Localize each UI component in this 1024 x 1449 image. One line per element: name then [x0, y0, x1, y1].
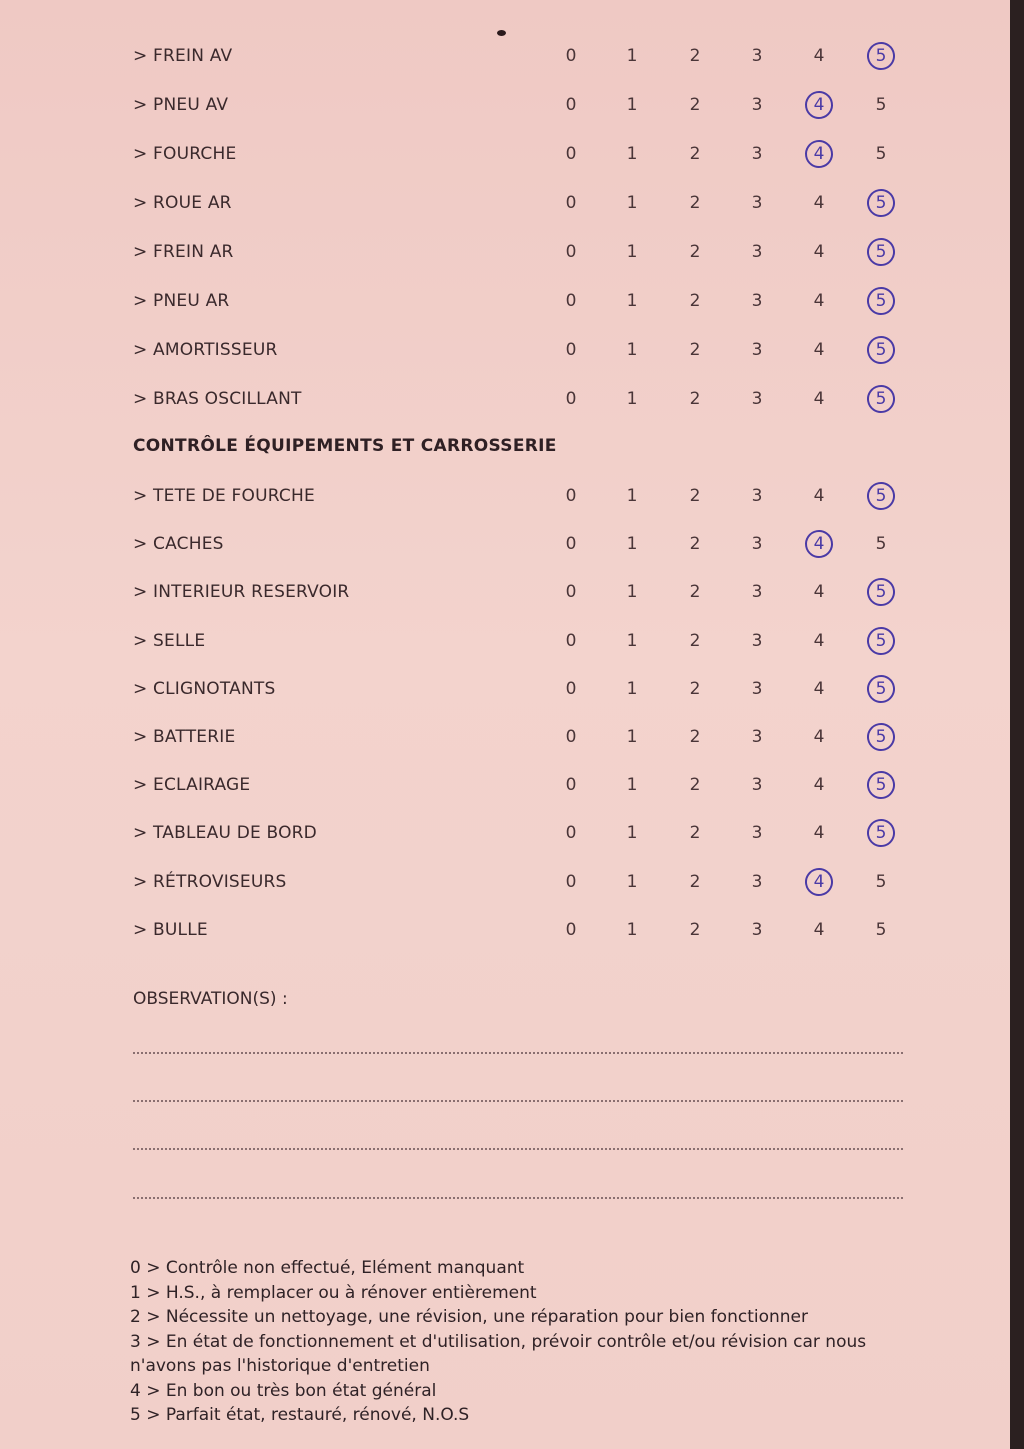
score-option-0[interactable]: 0 — [565, 340, 577, 360]
ink-speck — [497, 30, 506, 36]
score-option-4[interactable]: 4 — [804, 534, 834, 554]
score-option-1[interactable]: 1 — [626, 486, 638, 506]
score-option-5[interactable]: 5 — [866, 631, 896, 651]
observation-line[interactable] — [133, 1052, 903, 1054]
legend-item: 4 > En bon ou très bon état général — [130, 1380, 437, 1401]
score-option-5[interactable]: 5 — [875, 919, 887, 940]
score-option-3[interactable]: 3 — [751, 340, 763, 360]
observation-line[interactable] — [133, 1100, 903, 1102]
inspection-row — [0, 627, 1010, 657]
score-option-0[interactable]: 0 — [565, 46, 577, 66]
score-option-2[interactable]: 2 — [689, 630, 701, 651]
score-option-0[interactable]: 0 — [565, 486, 577, 506]
score-option-1[interactable]: 1 — [626, 144, 638, 164]
legend-item: 2 > Nécessite un nettoyage, une révision, une réparation pour bien fonctionner — [130, 1307, 808, 1327]
score-option-0[interactable]: 0 — [565, 389, 577, 409]
score-option-3[interactable]: 3 — [751, 630, 763, 651]
score-option-3[interactable]: 3 — [751, 242, 763, 262]
inspection-row — [0, 868, 1010, 898]
score-option-4[interactable]: 4 — [813, 630, 825, 651]
item-label: > BULLE — [133, 919, 208, 940]
score-option-2[interactable]: 2 — [689, 582, 701, 603]
score-option-3[interactable]: 3 — [751, 678, 763, 699]
score-option-5[interactable]: 5 — [875, 144, 887, 164]
score-option-0[interactable]: 0 — [565, 871, 577, 892]
score-option-1[interactable]: 1 — [626, 95, 638, 115]
score-option-4[interactable]: 4 — [804, 144, 834, 164]
score-option-3[interactable]: 3 — [751, 919, 763, 940]
item-label: > ECLAIRAGE — [133, 775, 251, 796]
score-option-2[interactable]: 2 — [689, 678, 701, 699]
score-option-4[interactable]: 4 — [813, 678, 825, 699]
score-option-0[interactable]: 0 — [565, 678, 577, 699]
score-option-3[interactable]: 3 — [751, 291, 763, 311]
score-option-4[interactable]: 4 — [813, 919, 825, 940]
score-option-5[interactable]: 5 — [866, 340, 896, 360]
score-option-3[interactable]: 3 — [751, 144, 763, 164]
score-option-0[interactable]: 0 — [565, 823, 577, 844]
score-option-1[interactable]: 1 — [626, 919, 638, 940]
inspection-row — [0, 238, 1010, 268]
score-option-2[interactable]: 2 — [689, 242, 701, 262]
score-option-0[interactable]: 0 — [565, 727, 577, 747]
score-option-2[interactable]: 2 — [689, 193, 701, 213]
item-label: > RÉTROVISEURS — [133, 871, 287, 892]
item-label: > ROUE AR — [133, 193, 232, 213]
score-option-2[interactable]: 2 — [689, 340, 701, 360]
item-label: > FOURCHE — [133, 144, 237, 164]
score-option-2[interactable]: 2 — [689, 291, 701, 311]
score-option-0[interactable]: 0 — [565, 775, 577, 796]
score-option-4[interactable]: 4 — [804, 95, 834, 115]
score-option-1[interactable]: 1 — [626, 678, 638, 699]
score-option-1[interactable]: 1 — [626, 389, 638, 409]
score-option-0[interactable]: 0 — [565, 193, 577, 213]
rating-legend — [130, 1256, 920, 1428]
score-option-1[interactable]: 1 — [626, 242, 638, 262]
inspection-row — [0, 578, 1010, 608]
item-label: > INTERIEUR RESERVOIR — [133, 582, 350, 603]
score-option-4[interactable]: 4 — [813, 46, 825, 66]
observation-line[interactable] — [133, 1197, 903, 1199]
score-option-3[interactable]: 3 — [751, 486, 763, 506]
score-option-4[interactable]: 4 — [813, 193, 825, 213]
score-option-5[interactable]: 5 — [866, 679, 896, 699]
inspection-row — [0, 189, 1010, 219]
score-option-1[interactable]: 1 — [626, 630, 638, 651]
score-option-5[interactable]: 5 — [866, 46, 896, 66]
score-option-1[interactable]: 1 — [626, 823, 638, 844]
inspection-row — [0, 385, 1010, 415]
score-option-3[interactable]: 3 — [751, 582, 763, 603]
inspection-row — [0, 675, 1010, 705]
legend-item: 1 > H.S., à remplacer ou à rénover entièrement — [130, 1282, 537, 1303]
item-label: > BRAS OSCILLANT — [133, 389, 302, 409]
score-option-4[interactable]: 4 — [813, 823, 825, 844]
score-option-5[interactable]: 5 — [866, 727, 896, 747]
score-option-2[interactable]: 2 — [689, 486, 701, 506]
item-label: > TETE DE FOURCHE — [133, 486, 315, 506]
score-option-2[interactable]: 2 — [689, 95, 701, 115]
score-option-0[interactable]: 0 — [565, 242, 577, 262]
score-option-1[interactable]: 1 — [626, 775, 638, 796]
item-label: > BATTERIE — [133, 727, 236, 747]
score-option-4[interactable]: 4 — [813, 582, 825, 603]
score-option-3[interactable]: 3 — [751, 871, 763, 892]
score-option-2[interactable]: 2 — [689, 919, 701, 940]
legend-item: 3 > En état de fonctionnement et d'utilisation, prévoir contrôle et/ou révision car nous n'avons pas l'historique d'entretien — [130, 1331, 867, 1376]
item-label: > PNEU AR — [133, 291, 230, 311]
inspection-row — [0, 91, 1010, 121]
score-option-5[interactable]: 5 — [866, 389, 896, 409]
inspection-row — [0, 482, 1010, 512]
inspection-row — [0, 916, 1010, 946]
inspection-row — [0, 287, 1010, 317]
score-option-3[interactable]: 3 — [751, 534, 763, 555]
score-option-0[interactable]: 0 — [565, 630, 577, 651]
score-option-0[interactable]: 0 — [565, 291, 577, 311]
score-option-1[interactable]: 1 — [626, 727, 638, 747]
score-option-3[interactable]: 3 — [751, 823, 763, 844]
score-option-3[interactable]: 3 — [751, 46, 763, 66]
score-option-3[interactable]: 3 — [751, 95, 763, 115]
score-option-2[interactable]: 2 — [689, 46, 701, 66]
score-option-1[interactable]: 1 — [626, 46, 638, 66]
score-option-3[interactable]: 3 — [751, 193, 763, 213]
score-option-3[interactable]: 3 — [751, 775, 763, 796]
inspection-row — [0, 771, 1010, 801]
inspection-row — [0, 819, 1010, 849]
score-option-3[interactable]: 3 — [751, 389, 763, 409]
score-option-0[interactable]: 0 — [565, 582, 577, 603]
score-option-4[interactable]: 4 — [813, 727, 825, 747]
legend-item: 5 > Parfait état, restauré, rénové, N.O.S — [130, 1405, 470, 1425]
score-option-5[interactable]: 5 — [866, 582, 896, 602]
item-label: > SELLE — [133, 630, 206, 651]
score-option-0[interactable]: 0 — [565, 144, 577, 164]
score-option-4[interactable]: 4 — [804, 872, 834, 892]
score-option-3[interactable]: 3 — [751, 727, 763, 747]
score-option-5[interactable]: 5 — [875, 871, 887, 892]
score-option-5[interactable]: 5 — [866, 775, 896, 795]
observation-line[interactable] — [133, 1148, 903, 1150]
inspection-row — [0, 42, 1010, 72]
score-option-2[interactable]: 2 — [689, 534, 701, 555]
background-edge — [1010, 0, 1024, 1449]
score-option-1[interactable]: 1 — [626, 582, 638, 603]
score-option-4[interactable]: 4 — [813, 340, 825, 360]
score-option-2[interactable]: 2 — [689, 727, 701, 747]
score-option-2[interactable]: 2 — [689, 389, 701, 409]
score-option-4[interactable]: 4 — [813, 242, 825, 262]
item-label: > FREIN AV — [133, 46, 233, 66]
inspection-row — [0, 530, 1010, 560]
item-label: > TABLEAU DE BORD — [133, 823, 317, 844]
inspection-row — [0, 723, 1010, 753]
item-label: > AMORTISSEUR — [133, 340, 278, 360]
score-option-5[interactable]: 5 — [866, 486, 896, 506]
legend-item: 0 > Contrôle non effectué, Elément manquant — [130, 1258, 525, 1278]
score-option-2[interactable]: 2 — [689, 871, 701, 892]
score-option-1[interactable]: 1 — [626, 871, 638, 892]
score-option-5[interactable]: 5 — [866, 193, 896, 213]
score-option-5[interactable]: 5 — [866, 823, 896, 843]
score-option-5[interactable]: 5 — [875, 534, 887, 555]
score-option-5[interactable]: 5 — [866, 242, 896, 262]
score-option-2[interactable]: 2 — [689, 823, 701, 844]
score-option-1[interactable]: 1 — [626, 340, 638, 360]
score-option-4[interactable]: 4 — [813, 486, 825, 506]
score-option-1[interactable]: 1 — [626, 534, 638, 555]
score-option-0[interactable]: 0 — [565, 95, 577, 115]
score-option-0[interactable]: 0 — [565, 534, 577, 555]
item-label: > CACHES — [133, 534, 224, 555]
score-option-0[interactable]: 0 — [565, 919, 577, 940]
score-option-1[interactable]: 1 — [626, 291, 638, 311]
section-title: CONTRÔLE ÉQUIPEMENTS ET CARROSSERIE — [133, 436, 557, 456]
score-option-2[interactable]: 2 — [689, 775, 701, 796]
score-option-5[interactable]: 5 — [866, 291, 896, 311]
item-label: > PNEU AV — [133, 95, 229, 115]
inspection-row — [0, 140, 1010, 170]
observations-label: OBSERVATION(S) : — [133, 989, 288, 1009]
score-option-5[interactable]: 5 — [875, 95, 887, 115]
score-option-1[interactable]: 1 — [626, 193, 638, 213]
score-option-2[interactable]: 2 — [689, 144, 701, 164]
item-label: > CLIGNOTANTS — [133, 678, 276, 699]
score-option-4[interactable]: 4 — [813, 291, 825, 311]
score-option-4[interactable]: 4 — [813, 775, 825, 796]
inspection-row — [0, 336, 1010, 366]
score-option-4[interactable]: 4 — [813, 389, 825, 409]
item-label: > FREIN AR — [133, 242, 234, 262]
